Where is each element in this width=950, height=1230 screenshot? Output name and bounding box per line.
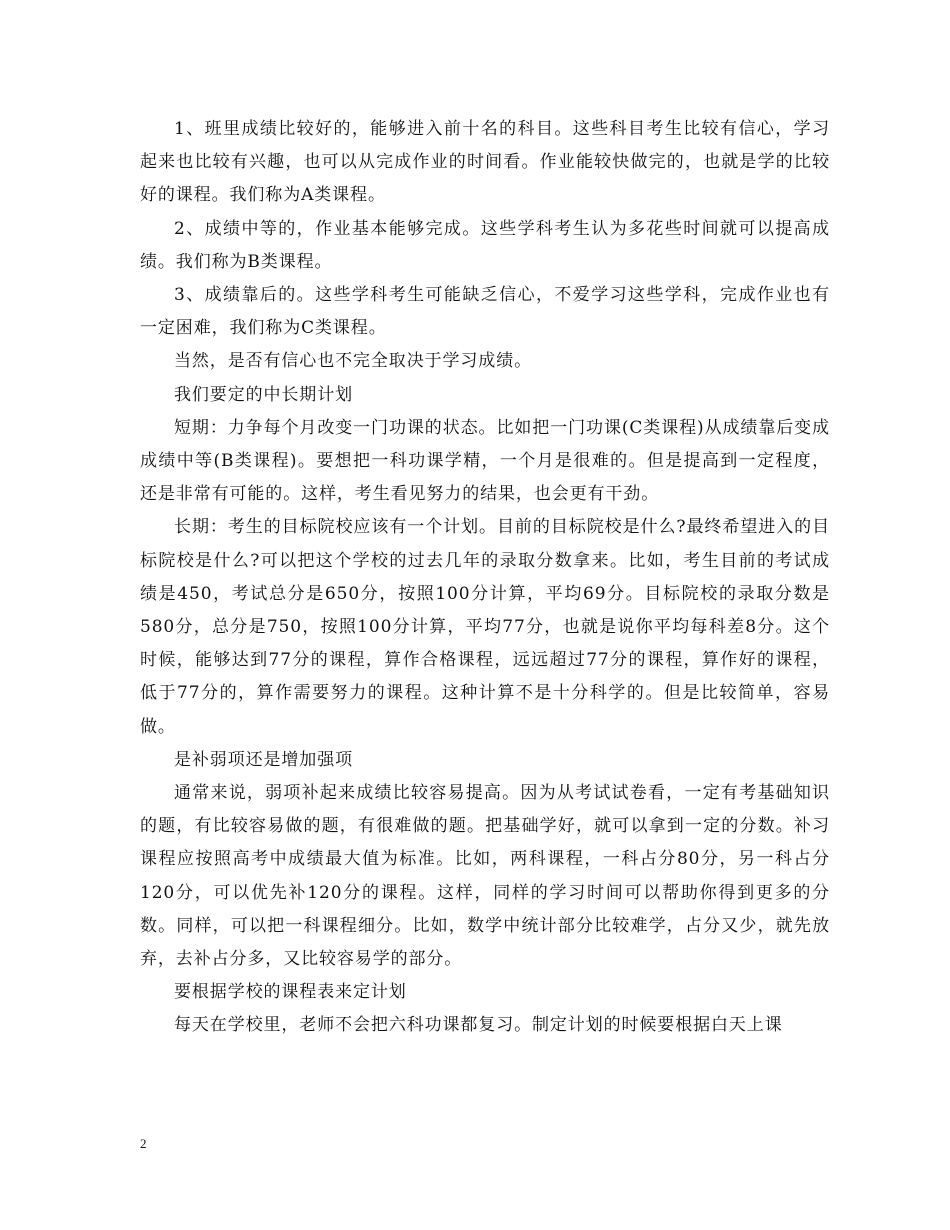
page-number: 2 [140, 1136, 147, 1151]
paragraph-confidence: 当然，是否有信心也不完全取决于学习成绩。 [174, 351, 532, 372]
heading-mid-long-plan: 我们要定的中长期计划 [174, 384, 353, 405]
paragraph-weak-subjects: 通常来说，弱项补起来成绩比较容易提高。因为从考试试卷看，一定有考基础知识的题，有比较容易做的题，有很难做的题。把基础学好，就可以拿到一定的分数。补习课程应按照高考中成绩最大值为标准。比如，两科课程，一科占分80分，另一科占分120分，可以优先补120分的课程。这样，同样的学习时间可以帮助你得到更多的分数。同样，可以把一科课程细分。比如，数学中统计部分比较难学，占分又少，就先放弃，去补占分多，又比较容易学的部分。 [140, 783, 830, 970]
paragraph-long-term: 长期：考生的目标院校应该有一个计划。目前的目标院校是什么?最终希望进入的目标院校是什么?可以把这个学校的过去几年的录取分数拿来。比如，考生目前的考试成绩是450，考试总分是650分，按照100分计算，平均69分。目标院校的录取分数是580分，总分是750，按照100分计算，平均77分，也就是说你平均每科差8分。这个时候，能够达到77分的课程，算作合格课程，远远超过77分的课程，算作好的课程，低于77分的，算作需要努力的课程。这种计算不是十分科学的。但是比较简单，容易做。 [140, 517, 830, 737]
paragraph-class-c: 3、成绩靠后的。这些学科考生可能缺乏信心，不爱学习这些学科，完成作业也有一定困难，我们称为C类课程。 [140, 285, 830, 339]
paragraph-class-b: 2、成绩中等的，作业基本能够完成。这些学科考生认为多花些时间就可以提高成绩。我们称为B类课程。 [140, 218, 830, 272]
heading-school-schedule: 要根据学校的课程表来定计划 [174, 982, 407, 1003]
paragraph-daily-plan: 每天在学校里，老师不会把六科功课都复习。制定计划的时候要根据白天上课 [174, 1015, 783, 1036]
paragraph-class-a: 1、班里成绩比较好的，能够进入前十名的科目。这些科目考生比较有信心，学习起来也比较有兴趣，也可以从完成作业的时间看。作业能较快做完的，也就是学的比较好的课程。我们称为A类课程。 [140, 119, 830, 206]
paragraph-short-term: 短期：力争每个月改变一门功课的状态。比如把一门功课(C类课程)从成绩靠后变成成绩中等(B类课程)。要想把一科功课学精，一个月是很难的。但是提高到一定程度，还是非常有可能的。这样，考生看见努力的结果，也会更有干劲。 [140, 417, 830, 505]
heading-weak-or-strong: 是补弱项还是增加强项 [174, 749, 353, 770]
document-body [140, 113, 830, 1043]
